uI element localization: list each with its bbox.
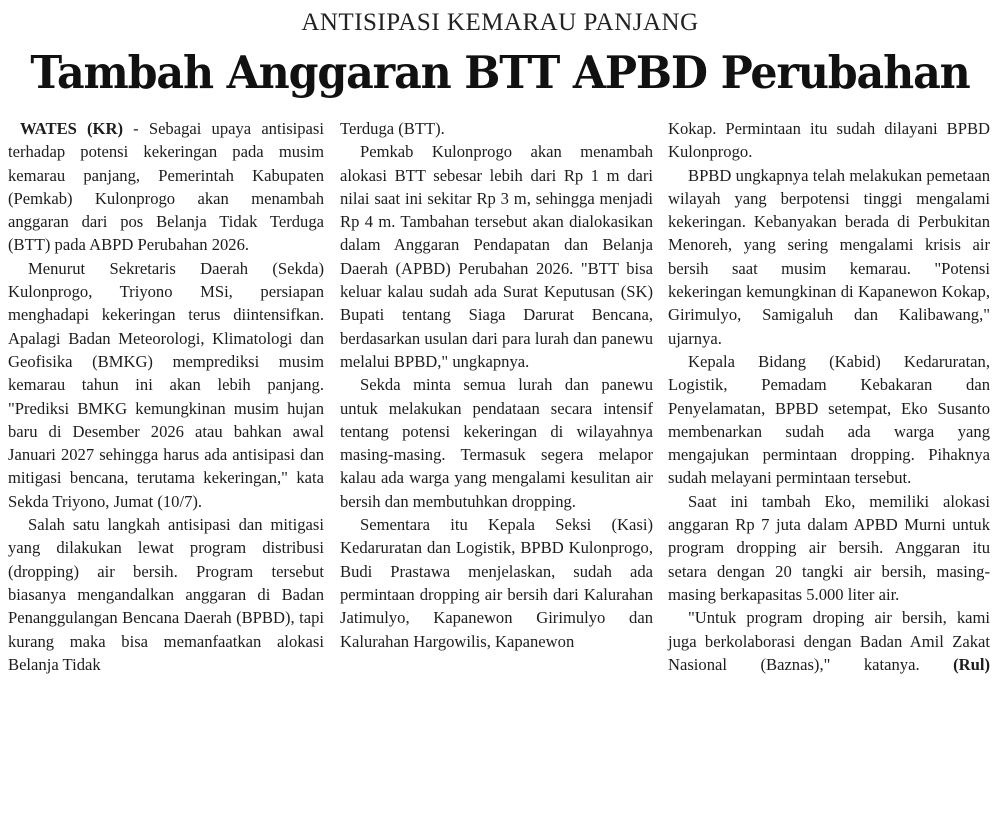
byline: (Rul): [953, 654, 990, 674]
headline: Tambah Anggaran BTT APBD Perubahan: [30, 46, 970, 99]
paragraph: Sementara itu Kepala Seksi (Kasi) Kedaruratan dan Logistik, BPBD Kulonprogo, Budi Prastawa menjelaskan, sudah ada permintaan dropping air bersih dari Kalurahan Jatimulyo, Kapanewon Girimulyo dan Kalurahan Hargowilis, Kapanewon: [340, 515, 653, 651]
dateline: WATES (KR): [20, 119, 123, 138]
paragraph: Saat ini tambah Eko, memiliki alokasi anggaran Rp 7 juta dalam APBD Murni untuk program dropping air bersih. Anggaran itu setara dengan 20 tangki air bersih, masing-masing berkapasitas 5.000 liter air.: [668, 491, 990, 604]
kicker: ANTISIPASI KEMARAU PANJANG: [301, 9, 699, 36]
paragraph: Sekda minta semua lurah dan panewu untuk melakukan pendataan secara intensif tentang potensi kekeringan di wilayahnya masing-masing. Termasuk segera melapor kalau ada warga yang mengalami kesulitan air bersih dan membutuhkan dropping.: [340, 375, 653, 511]
paragraph: Pemkab Kulonprogo akan menambah alokasi BTT sebesar lebih dari Rp 1 m dari nilai saat ini sekitar Rp 3 m, sehingga menjadi Rp 4 m. Tambahan tersebut akan dialokasikan dalam Anggaran Pendapatan dan Belanja Daerah (APBD) Perubahan 2026. "BTT bisa keluar kalau sudah ada Surat Keputusan (SK) Bupati tentang Siaga Darurat Bencana, berdasarkan usulan dari para lurah dan panewu melalui BPBD," ungkapnya.: [340, 142, 653, 371]
paragraph: Salah satu langkah antisipasi dan mitigasi yang dilakukan lewat program distribusi (dropping) air bersih. Program tersebut biasanya mengandalkan anggaran di Badan Penanggulangan Bencana Daerah (BPBD), tapi kurang maka bisa memanfaatkan alokasi Belanja Tidak: [8, 515, 324, 674]
paragraph-closing: [668, 606, 990, 676]
paragraph-continued: Terduga (BTT).: [340, 119, 445, 138]
paragraph-text: - Sebagai upaya antisipasi terhadap potensi kekeringan pada musim kemarau panjang, Pemerintah Kabupaten (Pemkab) Kulonprogo akan menambah anggaran dari pos Belanja Tidak Terduga (BTT) pada ABPD Perubahan 2026.: [8, 119, 324, 255]
paragraph-continued: Kokap. Permintaan itu sudah dilayani BPBD Kulonprogo.: [668, 119, 990, 162]
paragraph: BPBD ungkapnya telah melakukan pemetaan wilayah yang berpotensi tinggi mengalami kekeringan. Kebanyakan berada di Perbukitan Menoreh, yang sering mengalami krisis air bersih saat musim kemarau. "Potensi kekeringan kemungkinan di Kapanewon Kokap, Girimulyo, Samigaluh dan Kalibawang," ujarnya.: [668, 165, 990, 348]
paragraph: Menurut Sekretaris Daerah (Sekda) Kulonprogo, Triyono MSi, persiapan menghadapi kekeringan terus diintensifkan. Apalagi Badan Meteorologi, Klimatologi dan Geofisika (BMKG) memprediksi musim kemarau tahun ini akan lebih panjang. "Prediksi BMKG kemungkinan musim hujan baru di Desember 2026 atau bahkan awal Januari 2027 sehingga harus ada antisipasi dan mitigasi bencana, terutama kekeringan," kata Sekda Triyono, Jumat (10/7).: [8, 258, 324, 511]
column-2: [340, 117, 653, 653]
paragraph-lead: [8, 117, 324, 257]
paragraph: Kepala Bidang (Kabid) Kedaruratan, Logistik, Pemadam Kebakaran dan Penyelamatan, BPBD setempat, Eko Susanto membenarkan sudah ada warga yang mengajukan permintaan dropping. Pihaknya sudah melayani permintaan tersebut.: [668, 351, 990, 488]
column-3: [668, 117, 990, 676]
paragraph-text: "Untuk program droping air bersih, kami juga berkolaborasi dengan Badan Amil Zakat Nasional (Baznas)," katanya.: [668, 608, 990, 674]
column-1: [8, 117, 324, 676]
